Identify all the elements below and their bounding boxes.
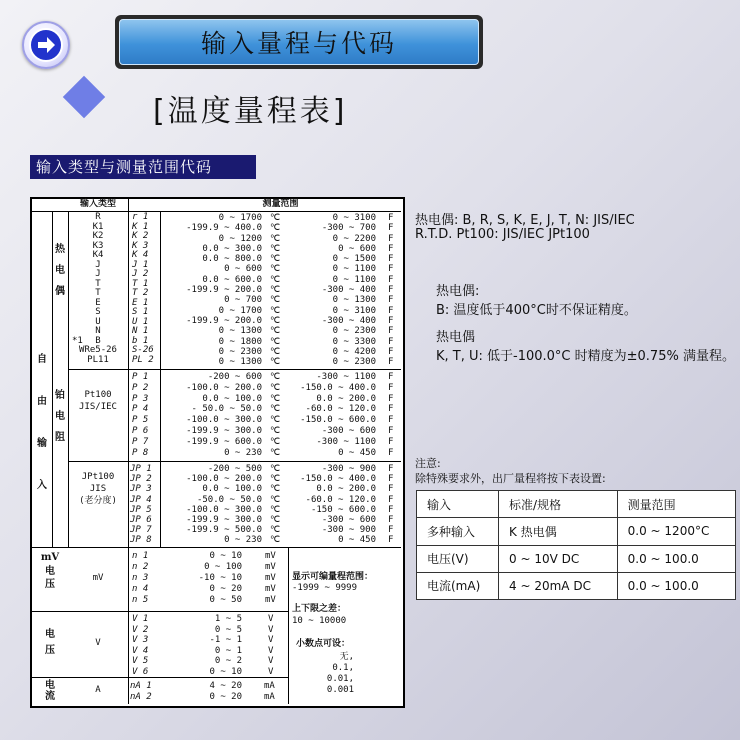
mv-ranges: 0 ~ 10 0 ~ 100 -10 ~ 10 0 ~ 20 0 ~ 50	[198, 551, 242, 605]
jpt100-range-c: -200 ~ 500 -100.0 ~ 200.0 0.0 ~ 100.0 -50.0 ~ 50.0 -100.0 ~ 300.0 -199.9 ~ 300.0 -199.9 ~ 500.0 0 ~ 230	[186, 464, 262, 546]
v-codes: V 1 V 2 V 3 V 4 V 5 V 6	[132, 614, 149, 677]
arrow-right-icon	[29, 28, 63, 62]
tc-range-c: 0 ~ 1700 -199.9 ~ 400.0 0 ~ 1200 0.0 ~ 300.0 0.0 ~ 800.0 0 ~ 600 0.0 ~ 600.0 -199.9 ~ 200.0 0 ~ 700 0 ~ 1700 -199.9 ~ 200.0 0 ~ 1300 0 ~ 1800 0 ~ 2300 0 ~ 1300	[186, 213, 262, 368]
table-cell: 0.0 ~ 1200°C	[617, 518, 735, 545]
jpt100-unit-f: F F F F F F F F	[388, 464, 394, 546]
table-row	[417, 545, 736, 572]
pt100-range-c: -200 ~ 600 -100.0 ~ 200.0 0.0 ~ 100.0 - 50.0 ~ 50.0 -100.0 ~ 300.0 -199.9 ~ 300.0 -199.9 ~ 600.0 0 ~ 230	[186, 372, 262, 458]
group-free-input: 自 由 输 入	[37, 354, 47, 491]
group-rtd: 铂 电 阻	[55, 390, 65, 443]
header-input-type: 输入类型	[79, 199, 116, 209]
jpt100-codes: JP 1 JP 2 JP 3 JP 4 JP 5 JP 6 JP 7 JP 8	[130, 464, 152, 546]
settings-header-spec: 标准/规格	[499, 491, 618, 518]
range-code-table	[30, 197, 405, 708]
limit-diff-title: 上下限之差：	[292, 604, 347, 614]
decimal-title: 小数点可设：	[296, 639, 351, 649]
tc-note-label-2: 热电偶	[436, 330, 476, 345]
header-range: 测量范围	[262, 199, 299, 209]
page-title: 输入量程与代码	[119, 19, 479, 65]
tc-b-note: *1	[72, 336, 83, 346]
section-title: 输入类型与测量范围代码	[30, 155, 256, 179]
diamond-bullet-icon	[63, 76, 105, 118]
tc-standard-note: 热电偶: B, R, S, K, E, J, T, N: JIS/IEC	[415, 213, 635, 228]
a-ranges: 4 ~ 20 0 ~ 20	[209, 681, 242, 702]
page-subtitle: [温度量程表]	[153, 94, 348, 129]
table-cell: 电压(V)	[417, 545, 499, 572]
table-row	[417, 518, 736, 545]
table-cell: 0.0 ~ 100.0	[617, 572, 735, 599]
pt100-range-f: -300 ~ 1100 -150.0 ~ 400.0 0.0 ~ 200.0 -60.0 ~ 120.0 -150.0 ~ 600.0 -300 ~ 600 -300 ~ 1100 0 ~ 450	[300, 372, 376, 458]
next-arrow-button[interactable]	[22, 21, 70, 69]
settings-header-range: 测量范围	[617, 491, 735, 518]
mv-codes: n 1 n 2 n 3 n 4 n 5	[132, 551, 149, 605]
pt100-unit-c: ℃ ℃ ℃ ℃ ℃ ℃ ℃ ℃	[270, 372, 281, 458]
a-name: A	[95, 685, 101, 695]
factory-settings-table	[416, 490, 736, 600]
group-current: 电 流	[45, 680, 55, 702]
mv-name: mV	[92, 573, 104, 583]
rtd-standard-note: R.T.D. Pt100: JIS/IEC JPt100	[415, 227, 590, 242]
v-ranges: 1 ~ 5 0 ~ 5 -1 ~ 1 0 ~ 1 0 ~ 2 0 ~ 10	[209, 614, 242, 677]
decimal-values: 无, 0.1, 0.01, 0.001	[326, 652, 354, 695]
table-row	[417, 572, 736, 599]
v-units: V V V V V V	[268, 614, 274, 677]
factory-setting-note: 除特殊要求外，出厂量程将按下表设置:	[415, 472, 606, 485]
tc-unit-c: ℃ ℃ ℃ ℃ ℃ ℃ ℃ ℃ ℃ ℃ ℃ ℃ ℃ ℃ ℃	[270, 213, 281, 368]
tc-range-f: 0 ~ 3100 -300 ~ 700 0 ~ 2200 0 ~ 600 0 ~ 1500 0 ~ 1100 0 ~ 1100 -300 ~ 400 0 ~ 1300 0 ~ 3100 -300 ~ 400 0 ~ 2300 0 ~ 3300 0 ~ 4200 0 ~ 2300	[321, 213, 376, 368]
b-accuracy-note: B: 温度低于400°C时不保证精度。	[436, 303, 637, 318]
limit-diff-value: 10 ~ 10000	[292, 616, 347, 626]
ktu-accuracy-note: K, T, U: 低于-100.0°C 时精度为±0.75% 满量程。	[436, 349, 735, 364]
title-panel	[115, 15, 483, 69]
jpt100-unit-c: ℃ ℃ ℃ ℃ ℃ ℃ ℃ ℃	[270, 464, 281, 546]
group-thermocouple: 热 电 偶	[55, 244, 65, 297]
attention-label: 注意:	[415, 457, 441, 470]
display-range-value: -1999 ~ 9999	[292, 583, 358, 593]
a-units: mA mA	[264, 681, 275, 702]
table-cell: 0.0 ~ 100.0	[617, 545, 735, 572]
table-row	[417, 491, 736, 518]
v-name: V	[95, 638, 101, 648]
mv-units: mV mV mV mV mV	[265, 551, 276, 605]
group-mv: mV 电 压	[40, 552, 60, 590]
tc-codes: r 1 K 1 K 2 K 3 K 4 J 1 J 2 T 1 T 2 E 1 S 1 U 1 N 1 b 1 S-26 PL 2	[132, 212, 154, 365]
table-cell: K 热电偶	[499, 518, 618, 545]
group-voltage: 电 压	[45, 629, 55, 656]
jpt100-name: JPt100 JIS (老分度)	[79, 472, 117, 506]
tc-unit-f: F F F F F F F F F F F F F F F	[388, 213, 394, 368]
pt100-name: Pt100 JIS/IEC	[79, 390, 117, 412]
jpt100-range-f: -300 ~ 900 -150.0 ~ 400.0 0.0 ~ 200.0 -60.0 ~ 120.0 -150 ~ 600.0 -300 ~ 600 -300 ~ 900 0 ~ 450	[300, 464, 376, 546]
settings-header-input: 输入	[417, 491, 499, 518]
tc-note-label: 热电偶:	[436, 284, 480, 299]
table-cell: 4 ~ 20mA DC	[499, 572, 618, 599]
tc-type-names: R K1 K2 K3 K4 J J T T E S U N B WRe5-26 PL11	[79, 212, 117, 365]
display-range-title: 显示可编量程范围：	[292, 572, 374, 582]
a-codes: nA 1 nA 2	[130, 681, 152, 702]
pt100-codes: P 1 P 2 P 3 P 4 P 5 P 6 P 7 P 8	[132, 372, 149, 458]
pt100-unit-f: F F F F F F F F	[388, 372, 394, 458]
table-cell: 0 ~ 10V DC	[499, 545, 618, 572]
table-cell: 多种输入	[417, 518, 499, 545]
table-cell: 电流(mA)	[417, 572, 499, 599]
